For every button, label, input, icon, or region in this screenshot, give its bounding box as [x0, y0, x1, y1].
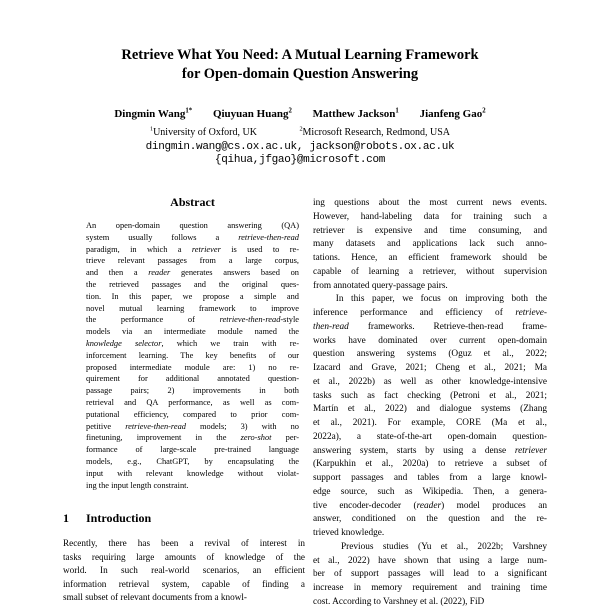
text-line: Previous studies (Yu et al., 2022b; Varshney	[313, 541, 547, 552]
author-affiliation-mark: 2	[482, 107, 486, 115]
text-line: answer, conditioned on the question and the re-	[313, 514, 547, 525]
email-line-2: {qihua,jfgao}@microsoft.com	[214, 153, 386, 166]
text-line: retrieval and QA performance, as well as com-	[86, 397, 299, 407]
text-line: Martín et al., 2022) and dialogue systems (Zhang	[313, 404, 547, 415]
introduction-paragraph	[63, 537, 305, 604]
abstract-section	[63, 192, 305, 491]
text-line: paradigm, in which a retriever is used to re-	[86, 244, 300, 254]
affiliation-2	[299, 127, 450, 138]
body-paragraph	[313, 197, 547, 293]
text-line: support passages and tables from a large knowl-	[313, 473, 547, 483]
text-line: Recently, there has been a revival of interest in	[63, 538, 305, 549]
text-line: trieve relevant passages from a large corpus,	[86, 256, 299, 266]
section-number: 1	[63, 511, 69, 526]
text-line: capable of learning a retriever, without supervision	[313, 266, 547, 277]
text-line: many datasets and applications lack such anno-	[313, 239, 547, 250]
text-line: small subset of relevant documents from a knowl-	[63, 591, 247, 602]
text-line: tasks such as fact checking (Petroni et al., 2021;	[313, 390, 547, 401]
author-affiliation-mark: 2	[288, 107, 292, 115]
text-line: tive encoder-decoder (reader) model produces an	[313, 500, 547, 511]
abstract-body	[86, 220, 299, 491]
text-line: then-read frameworks. Retrieve-then-read frame-	[313, 321, 547, 332]
text-line: ber of support passages will lead to a significant	[313, 569, 547, 580]
text-line: passage pairs; 2) improvements in both	[86, 386, 299, 396]
text-line: input with relevant knowledge without violat-	[86, 468, 299, 478]
text-line: tion. In this paper, we propose a simple and	[86, 291, 299, 301]
text-line: increase in memory requirement and training time	[313, 583, 547, 593]
affiliation-line	[0, 127, 600, 138]
author-affiliation-mark: 1*	[185, 107, 193, 115]
text-line: (Karpukhin et al., 2020a) to retrieve a subset of	[313, 459, 547, 470]
email-line-1: dingmin.wang@cs.ox.ac.uk, jackson@robots.ox.ac.uk	[145, 141, 455, 153]
abstract-heading: Abstract	[170, 195, 215, 209]
two-column-body	[0, 166, 600, 610]
text-line: answering system, starts by using a dense retriever	[313, 445, 547, 456]
text-line: models, e.g., ChatGPT, by encapsulating the	[86, 456, 299, 466]
text-line: et al., 2022) have shown that using a large num-	[313, 555, 547, 566]
text-line: quirement for additional annotated question-	[86, 374, 299, 384]
text-line: Izacard and Grave, 2021; Cheng et al., 2021; Ma	[313, 363, 547, 373]
body-paragraph	[313, 541, 547, 610]
author-line	[0, 108, 600, 120]
text-line: trieved knowledge.	[313, 528, 385, 538]
text-line: finetuning, improvement in the zero-shot per-	[86, 433, 299, 443]
text-line: and then a reader generates answers based on	[86, 268, 299, 278]
text-line: models via an intermediate module named the	[86, 327, 299, 337]
section-title: Introduction	[86, 511, 152, 526]
right-column	[313, 192, 547, 610]
text-line: novel mutual learning framework to improve	[86, 303, 299, 313]
text-line: ing questions about the most current news events.	[313, 198, 547, 208]
text-line: the retrieved passages and the original ques-	[86, 279, 299, 289]
text-line: tasks requiring large amounts of knowledge of the	[63, 551, 305, 562]
text-line: question answering systems (Oguz et al., 2022;	[313, 349, 547, 360]
body-paragraph	[313, 293, 547, 541]
text-line: world. In such real-world scenarios, an efficient	[63, 565, 305, 576]
text-line: putational efficiency, compared to prior com-	[86, 409, 299, 419]
text-line: ing the input length constraint.	[86, 480, 189, 490]
affiliation-mark: 1	[149, 125, 154, 133]
author-4	[420, 108, 486, 120]
text-line: formance of large-scale pre-trained language	[86, 445, 299, 455]
author-name: Qiuyuan Huang	[212, 108, 289, 120]
affiliation-text: Microsoft Research, Redmond, USA	[302, 127, 451, 138]
text-line: inforcement learning. The key benefits of our	[86, 350, 299, 360]
text-line: In this paper, we focus on improving both the	[313, 294, 547, 305]
text-line: cost. According to Varshney et al. (2022), FiD	[313, 596, 485, 607]
author-name: Matthew Jackson	[312, 108, 396, 120]
text-line: works have dominated over current open-domain	[313, 335, 547, 346]
author-3	[313, 108, 399, 120]
title-line-2: for Open-domain Question Answering	[181, 66, 419, 82]
author-2	[213, 108, 292, 120]
text-line: et al., 2021). For example, CORE (Ma et al.,	[313, 418, 547, 428]
text-line: proposed intermediate module are: 1) no re-	[86, 362, 299, 372]
email-block	[0, 141, 600, 166]
title-line-1: Retrieve What You Need: A Mutual Learning Framework	[121, 47, 479, 63]
text-line: retriever is expensive and time consuming, and	[313, 225, 547, 236]
text-line: inference performance and efficiency of retrieve-	[313, 308, 547, 318]
affiliation-text: University of Oxford, UK	[153, 127, 257, 138]
author-1	[114, 108, 192, 120]
text-line: system usually follows a retrieve-then-read	[86, 232, 299, 242]
author-name: Dingmin Wang	[114, 108, 186, 120]
text-line: et al., 2022b) as well as other knowledge-intensive	[313, 376, 547, 387]
affiliation-1	[150, 127, 257, 138]
text-line: 2022a), a state-of-the-art open-domain question-	[313, 431, 547, 442]
left-column	[63, 192, 305, 604]
text-line: the performance of retrieve-then-read-style	[86, 315, 299, 325]
text-line: from annotated query-passage pairs.	[313, 280, 448, 291]
author-affiliation-mark: 1	[395, 107, 399, 115]
section-heading-introduction	[63, 511, 305, 526]
text-line: tations. Hence, an efficient framework should be	[313, 253, 547, 263]
text-line: However, hand-labeling data for training such a	[313, 211, 547, 222]
text-line: An open-domain question answering (QA)	[86, 221, 299, 230]
affiliation-mark: 2	[299, 125, 303, 133]
author-name: Jianfeng Gao	[419, 108, 483, 120]
text-line: edge source, such as Wikipedia. Then, a genera-	[313, 486, 547, 497]
paper-title	[0, 0, 600, 84]
text-line: information retrieval system, capable of finding a	[63, 578, 305, 589]
text-line: petitive retrieve-then-read models; 3) with no	[86, 421, 299, 431]
text-line: knowledge selector, which we train with re-	[86, 338, 300, 348]
